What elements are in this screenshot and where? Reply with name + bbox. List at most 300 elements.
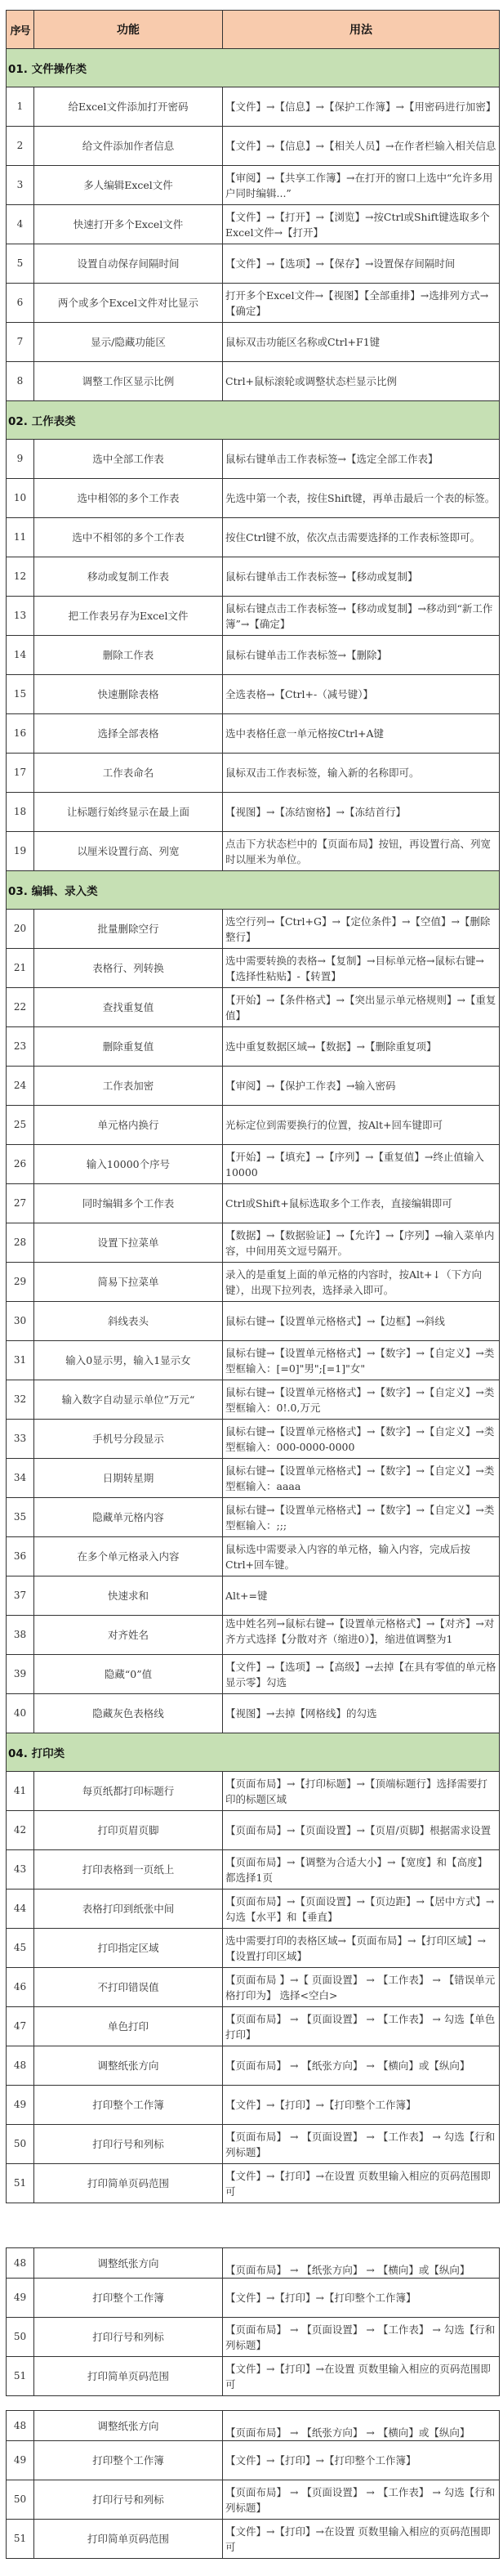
table-row	[7, 1616, 500, 1655]
row-usage-text: 【视图】→去掉【网格线】的勾选	[225, 1707, 377, 1720]
table-row	[7, 1223, 500, 1263]
row-usage	[223, 127, 500, 166]
row-function: 表格行、列转换	[34, 949, 223, 988]
row-number: 6	[7, 284, 34, 323]
row-usage	[223, 2480, 500, 2520]
row-function: 给Excel文件添加打开密码	[34, 87, 223, 127]
header-function: 功能	[34, 11, 223, 49]
table-row	[7, 2441, 500, 2480]
table-row	[7, 87, 500, 127]
row-number: 4	[7, 205, 34, 244]
row-function: 输入0显示男，输入1显示女	[34, 1341, 223, 1380]
row-number: 34	[7, 1459, 34, 1498]
row-usage-text: 点击下方状态栏中的【页面布局】按钮，再设置行高、列宽时以厘米为单位。	[225, 837, 492, 865]
row-usage-text: 选中表格任意一单元格按Ctrl+A键	[225, 727, 385, 740]
row-function: 输入数字自动显示单位”万元“	[34, 1380, 223, 1420]
row-number: 48	[7, 2046, 34, 2086]
row-usage-text: 鼠标右键→【设置单元格格式】→【数字】→【自定义】→类型框输入：[=0]"男";[=1]"女"	[225, 1346, 495, 1375]
row-usage	[223, 1655, 500, 1694]
table-row	[7, 1968, 500, 2007]
row-usage	[223, 2411, 500, 2441]
row-usage	[223, 2520, 500, 2559]
row-usage-text: 录入的是重复上面的单元格的内容时，按Alt+↓（下方向键），出现下拉列表，选择录入即可。	[225, 1268, 482, 1296]
row-usage-text: 【文件】→【信息】→【保护工作簿】→【用密码进行加密】	[225, 101, 496, 113]
row-usage	[223, 1145, 500, 1184]
row-usage-text: 选中姓名列→鼠标右键→【设置单元格格式】→【对齐】→对齐方式选择【分散对齐（缩进0）】，缩进值调整为1	[225, 1617, 495, 1645]
table-row	[7, 1772, 500, 1811]
row-function: 在多个单元格录入内容	[34, 1537, 223, 1576]
table-row	[7, 1576, 500, 1616]
table-row	[7, 2480, 500, 2520]
row-number: 5	[7, 244, 34, 284]
row-usage	[223, 362, 500, 401]
section-header-row	[7, 871, 500, 910]
row-number: 3	[7, 166, 34, 205]
section-header-row	[7, 401, 500, 440]
table-row	[7, 1302, 500, 1341]
fragment-body	[7, 2248, 500, 2396]
row-usage-text: 选空行列→【Ctrl+G】→【定位条件】→【空值】→【删除整行】	[225, 915, 491, 943]
row-number: 46	[7, 1968, 34, 2007]
table-row	[7, 1655, 500, 1694]
row-number: 33	[7, 1420, 34, 1459]
row-usage	[223, 597, 500, 636]
row-usage	[223, 557, 500, 597]
row-usage	[223, 675, 500, 714]
row-usage	[223, 1420, 500, 1459]
row-usage	[223, 1380, 500, 1420]
row-number: 49	[7, 2441, 34, 2480]
row-usage-text: 【审阅】→【共享工作簿】→在打开的窗口上选中“允许多用户同时编辑...”	[225, 171, 493, 199]
row-usage	[223, 1811, 500, 1850]
table-row	[7, 244, 500, 284]
row-number: 9	[7, 440, 34, 479]
row-function: 设置自动保存间隔时间	[34, 244, 223, 284]
row-usage-text: 鼠标双击工作表标签，输入新的名称即可。	[225, 767, 420, 779]
row-number: 14	[7, 636, 34, 675]
row-usage-text: 鼠标右键单击工作表标签→【删除】	[225, 649, 387, 661]
row-function: 简易下拉菜单	[34, 1263, 223, 1302]
row-function: 日期转星期	[34, 1459, 223, 1498]
row-usage	[223, 244, 500, 284]
row-usage	[223, 284, 500, 323]
row-usage	[223, 1576, 500, 1616]
row-usage	[223, 832, 500, 871]
row-usage-text: 鼠标右键单击工作表标签→【移动或复制】	[225, 570, 418, 583]
row-usage	[223, 323, 500, 362]
table-row	[7, 2086, 500, 2125]
row-usage-text: 【页面布局】→【调整为合适大小】→【宽度】和【高度】都选择1页	[225, 1855, 487, 1884]
row-usage	[223, 87, 500, 127]
table-row	[7, 988, 500, 1027]
row-number: 20	[7, 910, 34, 949]
table-row	[7, 1694, 500, 1733]
section-title: 01. 文件操作类	[7, 49, 500, 87]
row-usage	[223, 910, 500, 949]
header-number: 序号	[7, 11, 34, 49]
row-usage-text: 按住Ctrl键不放，依次点击需要选择的工作表标签即可。	[225, 531, 481, 543]
row-number: 48	[7, 2411, 34, 2441]
row-number: 7	[7, 323, 34, 362]
row-usage	[223, 1459, 500, 1498]
row-usage-text: 打开多个Excel文件→【视图】【全部重排】→选排列方式→【确定】	[225, 288, 489, 317]
row-usage	[223, 2318, 500, 2357]
row-function: 移动或复制工作表	[34, 557, 223, 597]
row-usage-text: 【页面布局】 → 【纸张方向】 → 【横向】或【纵向】	[225, 2059, 470, 2072]
table-row	[7, 2411, 500, 2441]
row-usage	[223, 1341, 500, 1380]
table-row	[7, 832, 500, 871]
table-row	[7, 2357, 500, 2396]
row-usage-text: 【文件】→【打印】→在设置 页数里输入相应的页码范围即可	[225, 2362, 491, 2390]
row-number: 47	[7, 2007, 34, 2046]
row-usage-text: 选中需要转换的表格→【复制】→目标单元格→鼠标右键→【选择性粘贴】-【转置】	[225, 954, 484, 982]
table-row	[7, 1263, 500, 1302]
row-usage-text: 【文件】→【选项】→【高级】→去掉【在具有零值的单元格显示零】勾选	[225, 1660, 496, 1688]
row-function: 两个或多个Excel文件对比显示	[34, 284, 223, 323]
row-function: 设置下拉菜单	[34, 1223, 223, 1263]
row-number: 35	[7, 1498, 34, 1537]
row-function: 隐藏灰色表格线	[34, 1694, 223, 1733]
row-usage-text: 鼠标双击功能区名称或Ctrl+F1键	[225, 336, 381, 348]
table-row	[7, 714, 500, 754]
table-row	[7, 127, 500, 166]
row-function: 选中不相邻的多个工作表	[34, 518, 223, 557]
row-usage-text: Alt+=键	[225, 1590, 268, 1602]
table-row	[7, 1341, 500, 1380]
row-number: 24	[7, 1067, 34, 1106]
row-function: 工作表命名	[34, 754, 223, 793]
row-usage-text: 【文件】→【打印】→【打印整个工作簿】	[225, 2292, 416, 2304]
table-row	[7, 675, 500, 714]
row-usage-text: 【数据】→【数据验证】→【允许】→【序列】→输入菜单内容，中间用英文逗号隔开。	[225, 1228, 495, 1257]
row-usage-text: Ctrl或Shift+鼠标选取多个工作表，直接编辑即可	[225, 1197, 452, 1210]
row-usage-text: 【页面布局】 → 【纸张方向】 → 【横向】或【纵向】	[225, 2264, 470, 2276]
row-usage-text: 选中重复数据区域→【数据】→【删除重复项】	[225, 1040, 437, 1053]
row-number: 22	[7, 988, 34, 1027]
table-row	[7, 793, 500, 832]
row-usage-text: 【页面布局】 → 【页面设置】 → 【工作表】 → 勾选【行和列标题】	[225, 2485, 496, 2514]
table-row	[7, 2164, 500, 2203]
table-row	[7, 1145, 500, 1184]
row-usage	[223, 1027, 500, 1067]
row-function: 对齐姓名	[34, 1616, 223, 1655]
row-function: 斜线表头	[34, 1302, 223, 1341]
row-usage-text: 【文件】→【信息】→【相关人员】→在作者栏输入相关信息	[225, 140, 496, 152]
row-number: 30	[7, 1302, 34, 1341]
row-usage-text: 【开始】→【填充】→【序列】→【重复值】→终止值输入10000	[225, 1150, 484, 1178]
row-usage	[223, 949, 500, 988]
row-function: 打印行号和列标	[34, 2480, 223, 2520]
row-usage-text: 全选表格→【Ctrl+-（减号键）】	[225, 688, 373, 700]
row-usage-text: 鼠标右键→【设置单元格格式】→【数字】→【自定义】→类型框输入：;;;	[225, 1503, 495, 1532]
table-row	[7, 479, 500, 518]
table-row	[7, 1106, 500, 1145]
row-usage-text: 【文件】→【打开】→【浏览】→按Ctrl或Shift键选取多个Excel文件→【打开】	[225, 210, 490, 239]
table-header-row	[7, 11, 500, 49]
row-usage	[223, 2086, 500, 2125]
row-usage-text: 【文件】→【打印】→【打印整个工作簿】	[225, 2099, 416, 2111]
row-number: 25	[7, 1106, 34, 1145]
table-row	[7, 518, 500, 557]
row-number: 38	[7, 1616, 34, 1655]
row-usage	[223, 440, 500, 479]
row-number: 49	[7, 2279, 34, 2318]
table-row	[7, 636, 500, 675]
row-usage-text: 鼠标右键点击工作表标签→【移动或复制】→移动到“新工作簿”→【确定】	[225, 602, 493, 630]
row-function: 快速求和	[34, 1576, 223, 1616]
fragment-body	[7, 2411, 500, 2559]
row-usage	[223, 988, 500, 1027]
row-usage-text: 光标定位到需要换行的位置，按Alt+回车键即可	[225, 1119, 443, 1131]
row-function: 表格打印到纸张中间	[34, 1890, 223, 1929]
row-usage-text: 鼠标右键→【设置单元格格式】→【边框】→斜线	[225, 1315, 445, 1327]
row-function: 打印简单页码范围	[34, 2520, 223, 2559]
row-number: 13	[7, 597, 34, 636]
table-row	[7, 1537, 500, 1576]
row-function: 删除重复值	[34, 1027, 223, 1067]
row-usage	[223, 2279, 500, 2318]
row-usage-text: 【页面布局】 → 【页面设置】 → 【工作表】 → 勾选【单色打印】	[225, 2012, 496, 2041]
table-row	[7, 1459, 500, 1498]
row-number: 10	[7, 479, 34, 518]
section-header-row	[7, 1733, 500, 1772]
row-function: 单色打印	[34, 2007, 223, 2046]
row-function: 工作表加密	[34, 1067, 223, 1106]
row-function: 快速打开多个Excel文件	[34, 205, 223, 244]
table-row	[7, 1067, 500, 1106]
row-function: 隐藏“0”值	[34, 1655, 223, 1694]
row-usage	[223, 2164, 500, 2203]
row-number: 15	[7, 675, 34, 714]
row-usage-text: 【文件】→【打印】→在设置 页数里输入相应的页码范围即可	[225, 2525, 491, 2553]
row-function: 打印表格到一页纸上	[34, 1850, 223, 1890]
row-function: 选择全部表格	[34, 714, 223, 754]
row-usage	[223, 1890, 500, 1929]
row-function: 打印行号和列标	[34, 2125, 223, 2164]
row-function: 选中全部工作表	[34, 440, 223, 479]
row-usage-text: 【开始】→【条件格式】→【突出显示单元格规则】→【重复值】	[225, 993, 496, 1022]
row-usage-text: 【视图】→【冻结窗格】→【冻结首行】	[225, 806, 406, 818]
row-usage	[223, 1106, 500, 1145]
table-row	[7, 1929, 500, 1968]
row-usage-text: 【页面布局】 → 【纸张方向】 → 【横向】或【纵向】	[225, 2426, 470, 2439]
table-row	[7, 2520, 500, 2559]
table-row	[7, 205, 500, 244]
row-function: 快速删除表格	[34, 675, 223, 714]
row-usage	[223, 1850, 500, 1890]
repeated-fragment-table	[6, 2410, 500, 2559]
row-function: 不打印错误值	[34, 1968, 223, 2007]
row-usage-text: 【页面布局 】→【 页面设置】 → 【工作表】 → 【错误单元格打印为】 选择<空白>	[225, 1973, 496, 2001]
row-usage	[223, 793, 500, 832]
row-usage	[223, 1263, 500, 1302]
row-number: 8	[7, 362, 34, 401]
row-number: 28	[7, 1223, 34, 1263]
table-row	[7, 440, 500, 479]
row-function: 调整纸张方向	[34, 2046, 223, 2086]
row-usage	[223, 1223, 500, 1263]
row-number: 48	[7, 2248, 34, 2279]
table-row	[7, 166, 500, 205]
table-row	[7, 2125, 500, 2164]
table-row	[7, 1420, 500, 1459]
row-number: 16	[7, 714, 34, 754]
row-function: 查找重复值	[34, 988, 223, 1027]
row-number: 51	[7, 2520, 34, 2559]
row-number: 26	[7, 1145, 34, 1184]
row-usage	[223, 1302, 500, 1341]
row-usage	[223, 1498, 500, 1537]
row-function: 选中相邻的多个工作表	[34, 479, 223, 518]
row-usage-text: 鼠标右键→【设置单元格格式】→【数字】→【自定义】→类型框输入：aaaa	[225, 1464, 495, 1492]
row-usage-text: Ctrl+鼠标滚轮或调整状态栏显示比例	[225, 375, 398, 387]
row-number: 49	[7, 2086, 34, 2125]
table-row	[7, 2046, 500, 2086]
row-number: 23	[7, 1027, 34, 1067]
row-usage-text: 【页面布局】 → 【页面设置】 → 【工作表】 → 勾选【行和列标题】	[225, 2130, 496, 2158]
row-function: 调整工作区显示比例	[34, 362, 223, 401]
table-row	[7, 949, 500, 988]
table-row	[7, 1811, 500, 1850]
row-usage-text: 【审阅】→【保护工作表】→输入密码	[225, 1080, 396, 1092]
row-number: 27	[7, 1184, 34, 1223]
row-usage	[223, 1537, 500, 1576]
row-function: 手机号分段显示	[34, 1420, 223, 1459]
row-number: 17	[7, 754, 34, 793]
row-usage	[223, 2125, 500, 2164]
row-usage-text: 【页面布局】→【打印标题】→【顶端标题行】选择需要打印的标题区域	[225, 1777, 487, 1805]
row-function: 批量删除空行	[34, 910, 223, 949]
row-number: 32	[7, 1380, 34, 1420]
row-function: 调整纸张方向	[34, 2411, 223, 2441]
row-usage-text: 【文件】→【选项】→【保存】→设置保存间隔时间	[225, 257, 456, 270]
row-number: 44	[7, 1890, 34, 1929]
table-row	[7, 1184, 500, 1223]
row-usage-text: 先选中第一个表，按住Shift键，再单击最后一个表的标签。	[225, 492, 496, 504]
row-usage	[223, 1694, 500, 1733]
row-function: 以厘米设置行高、列宽	[34, 832, 223, 871]
table-row	[7, 597, 500, 636]
row-usage	[223, 714, 500, 754]
row-usage	[223, 205, 500, 244]
row-number: 1	[7, 87, 34, 127]
row-number: 41	[7, 1772, 34, 1811]
row-usage	[223, 1968, 500, 2007]
row-usage-text: 【页面布局】→【页面设置】→【页眉/页脚】根据需求设置	[225, 1824, 492, 1836]
row-function: 隐藏单元格内容	[34, 1498, 223, 1537]
table-body	[7, 49, 500, 2203]
row-function: 让标题行始终显示在最上面	[34, 793, 223, 832]
table-row	[7, 284, 500, 323]
table-row	[7, 557, 500, 597]
row-usage	[223, 2441, 500, 2480]
table-row	[7, 2007, 500, 2046]
row-number: 51	[7, 2357, 34, 2396]
row-number: 36	[7, 1537, 34, 1576]
row-usage-text: 鼠标右键单击工作表标签→【选定全部工作表】	[225, 453, 438, 465]
row-function: 调整纸张方向	[34, 2248, 223, 2279]
section-title: 04. 打印类	[7, 1733, 500, 1772]
row-usage	[223, 1772, 500, 1811]
row-function: 输入10000个序号	[34, 1145, 223, 1184]
row-number: 50	[7, 2318, 34, 2357]
row-function: 删除工作表	[34, 636, 223, 675]
row-number: 31	[7, 1341, 34, 1380]
row-function: 打印简单页码范围	[34, 2357, 223, 2396]
row-function: 显示/隐藏功能区	[34, 323, 223, 362]
row-number: 42	[7, 1811, 34, 1850]
row-usage-text: 【页面布局】 → 【页面设置】 → 【工作表】 → 勾选【行和列标题】	[225, 2323, 496, 2351]
row-function: 打印整个工作簿	[34, 2279, 223, 2318]
row-number: 21	[7, 949, 34, 988]
row-usage	[223, 2357, 500, 2396]
row-number: 43	[7, 1850, 34, 1890]
row-number: 29	[7, 1263, 34, 1302]
row-usage	[223, 479, 500, 518]
header-usage: 用法	[223, 11, 500, 49]
row-number: 2	[7, 127, 34, 166]
row-function: 每页纸都打印标题行	[34, 1772, 223, 1811]
table-row	[7, 1027, 500, 1067]
row-number: 50	[7, 2125, 34, 2164]
row-usage	[223, 2046, 500, 2086]
row-usage	[223, 1616, 500, 1655]
row-function: 打印简单页码范围	[34, 2164, 223, 2203]
table-row	[7, 362, 500, 401]
row-usage-text: 鼠标选中需要录入内容的单元格，输入内容，完成后按Ctrl+回车键。	[225, 1542, 471, 1571]
row-function: 打印行号和列标	[34, 2318, 223, 2357]
table-row	[7, 910, 500, 949]
row-function: 给文件添加作者信息	[34, 127, 223, 166]
row-usage	[223, 166, 500, 205]
table-row	[7, 2279, 500, 2318]
row-usage	[223, 1929, 500, 1968]
table-row	[7, 2248, 500, 2279]
row-usage-text: 鼠标右键→【设置单元格格式】→【数字】→【自定义】→类型框输入：0!.0,万元	[225, 1385, 495, 1414]
row-usage	[223, 2248, 500, 2279]
section-title: 02. 工作表类	[7, 401, 500, 440]
row-number: 45	[7, 1929, 34, 1968]
table-row	[7, 1890, 500, 1929]
row-usage-text: 鼠标右键→【设置单元格格式】→【数字】→【自定义】→类型框输入：000-0000-0000	[225, 1424, 495, 1453]
row-usage-text: 选中需要打印的表格区域→【页面布局】→【打印区域】→【设置打印区域】	[225, 1934, 486, 1962]
row-number: 37	[7, 1576, 34, 1616]
row-usage	[223, 1184, 500, 1223]
row-usage	[223, 754, 500, 793]
row-function: 打印指定区域	[34, 1929, 223, 1968]
row-usage-text: 【文件】→【打印】→【打印整个工作簿】	[225, 2454, 416, 2466]
row-function: 打印整个工作簿	[34, 2441, 223, 2480]
row-function: 单元格内换行	[34, 1106, 223, 1145]
row-function: 多人编辑Excel文件	[34, 166, 223, 205]
row-function: 打印页眉页脚	[34, 1811, 223, 1850]
row-function: 打印整个工作簿	[34, 2086, 223, 2125]
table-row	[7, 754, 500, 793]
row-number: 50	[7, 2480, 34, 2520]
table-row	[7, 1380, 500, 1420]
table-row	[7, 2318, 500, 2357]
row-number: 12	[7, 557, 34, 597]
section-title: 03. 编辑、录入类	[7, 871, 500, 910]
table-row	[7, 1850, 500, 1890]
row-number: 18	[7, 793, 34, 832]
row-usage-text: 【文件】→【打印】→在设置 页数里输入相应的页码范围即可	[225, 2169, 491, 2198]
table-row	[7, 323, 500, 362]
table-row	[7, 1498, 500, 1537]
repeated-fragment-table	[6, 2247, 500, 2396]
row-number: 51	[7, 2164, 34, 2203]
